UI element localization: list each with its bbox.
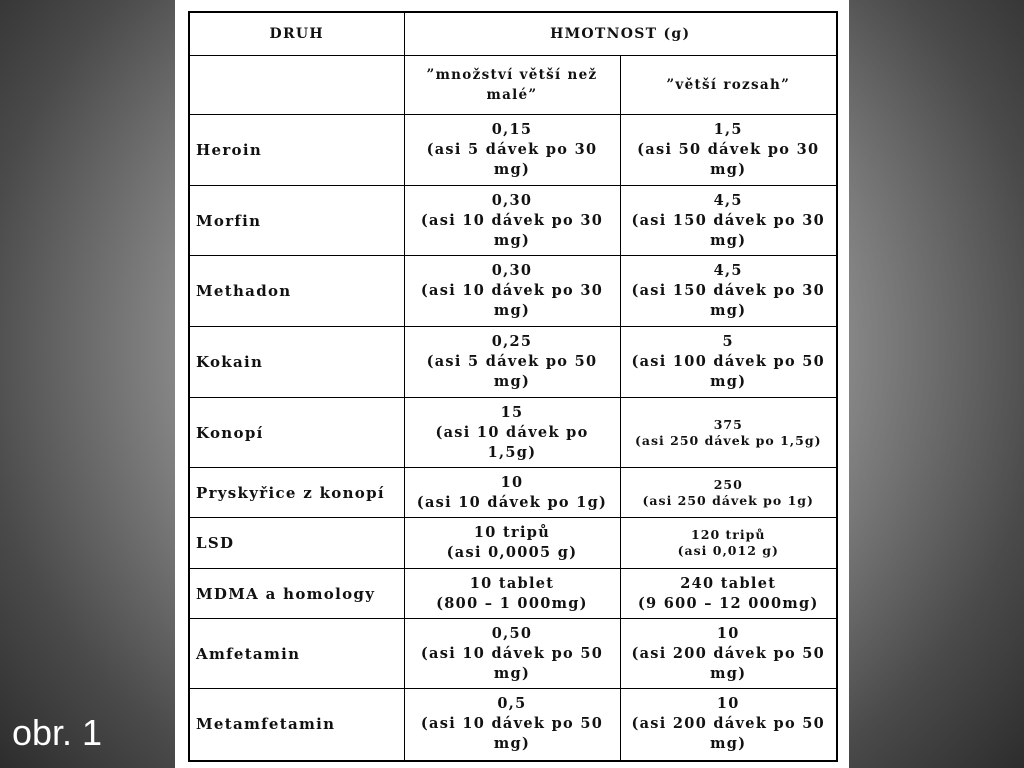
cell-line: mg) bbox=[493, 161, 531, 178]
header-druh: DRUH bbox=[189, 12, 404, 56]
large-scale-cell bbox=[620, 327, 837, 398]
small-amount-cell bbox=[404, 689, 620, 761]
cell-line: 5 bbox=[722, 333, 734, 350]
cell-line: 10 bbox=[716, 624, 740, 642]
drug-name: LSD bbox=[189, 518, 404, 569]
large-scale-cell bbox=[620, 256, 837, 327]
cell-line: (asi 10 dávek po 50 bbox=[420, 715, 604, 733]
small-amount-cell bbox=[404, 569, 620, 619]
small-amount-cell bbox=[404, 619, 620, 689]
table-row bbox=[189, 327, 837, 398]
cell-line: (asi 5 dávek po 50 bbox=[426, 353, 598, 370]
table-body bbox=[189, 115, 837, 761]
cell-line: 0,30 bbox=[491, 262, 533, 279]
small-amount-cell bbox=[404, 115, 620, 186]
drug-name: Amfetamin bbox=[189, 619, 404, 689]
subheader-small-line1: ”množství větší než bbox=[426, 67, 598, 83]
drug-name: Metamfetamin bbox=[189, 689, 404, 761]
small-amount-cell bbox=[404, 468, 620, 518]
subheader-large-scale: ”větší rozsah” bbox=[620, 56, 837, 115]
table-subheader-row bbox=[189, 56, 837, 115]
subheader-empty-cell bbox=[189, 56, 404, 115]
drug-name: Konopí bbox=[189, 398, 404, 468]
drug-name: Morfin bbox=[189, 186, 404, 256]
small-amount-cell bbox=[404, 398, 620, 468]
table-row bbox=[189, 689, 837, 761]
cell-line: (asi 5 dávek po 30 bbox=[426, 141, 598, 158]
cell-line: 4,5 bbox=[713, 262, 743, 279]
cell-line: 10 tablet bbox=[469, 574, 555, 592]
cell-line: mg) bbox=[710, 373, 747, 390]
cell-line: (asi 0,012 g) bbox=[677, 543, 779, 558]
cell-line: (asi 150 dávek po 30 bbox=[631, 282, 826, 299]
subheader-small-amount bbox=[404, 56, 620, 115]
cell-line: (asi 200 dávek po 50 bbox=[631, 715, 826, 733]
table-row bbox=[189, 518, 837, 569]
cell-line: (asi 10 dávek po 30 bbox=[420, 282, 604, 299]
table-row bbox=[189, 619, 837, 689]
cell-line: (asi 200 dávek po 50 bbox=[631, 644, 826, 662]
cell-line: 240 tablet bbox=[680, 574, 777, 592]
drug-name: Pryskyřice z konopí bbox=[189, 468, 404, 518]
table-header-row bbox=[189, 12, 837, 56]
drug-name: Heroin bbox=[189, 115, 404, 186]
small-amount-cell bbox=[404, 327, 620, 398]
table-row bbox=[189, 256, 837, 327]
small-amount-cell bbox=[404, 186, 620, 256]
cell-line: 10 tripů bbox=[473, 524, 551, 541]
cell-line: 250 bbox=[713, 476, 743, 492]
large-scale-cell bbox=[620, 398, 837, 468]
large-scale-cell bbox=[620, 518, 837, 569]
table-row bbox=[189, 468, 837, 518]
cell-line: mg) bbox=[710, 231, 747, 249]
cell-line: 375 bbox=[713, 416, 743, 432]
cell-line: (asi 50 dávek po 30 bbox=[637, 141, 820, 158]
cell-line: (asi 10 dávek po bbox=[435, 423, 589, 441]
large-scale-cell bbox=[620, 186, 837, 256]
cell-line: (asi 250 dávek po 1g) bbox=[642, 492, 814, 508]
cell-line: (asi 250 dávek po 1,5g) bbox=[635, 432, 822, 448]
cell-line: (asi 150 dávek po 30 bbox=[631, 211, 826, 229]
cell-line: 0,5 bbox=[497, 695, 527, 713]
cell-line: (asi 10 dávek po 1g) bbox=[416, 493, 608, 511]
table-row bbox=[189, 569, 837, 619]
large-scale-cell bbox=[620, 689, 837, 761]
cell-line: mg) bbox=[493, 302, 531, 319]
cell-line: mg) bbox=[710, 735, 747, 753]
cell-line: 10 bbox=[500, 473, 524, 491]
cell-line: 120 tripů bbox=[691, 527, 766, 542]
cell-line: mg) bbox=[493, 735, 531, 753]
cell-line: 1,5g) bbox=[487, 443, 537, 461]
cell-line: (asi 0,0005 g) bbox=[446, 544, 578, 561]
small-amount-cell bbox=[404, 256, 620, 327]
cell-line: 10 bbox=[716, 695, 740, 713]
cell-line: 1,5 bbox=[713, 121, 743, 138]
header-hmotnost: HMOTNOST (g) bbox=[404, 12, 837, 56]
cell-line: (800 – 1 000mg) bbox=[436, 594, 588, 612]
large-scale-cell bbox=[620, 569, 837, 619]
large-scale-cell bbox=[620, 468, 837, 518]
cell-line: 0,50 bbox=[491, 624, 533, 642]
drug-name: Methadon bbox=[189, 256, 404, 327]
cell-line: mg) bbox=[493, 664, 531, 682]
cell-line: 4,5 bbox=[713, 191, 743, 209]
cell-line: mg) bbox=[710, 664, 747, 682]
table-row bbox=[189, 115, 837, 186]
cell-line: 0,30 bbox=[491, 191, 533, 209]
cell-line: mg) bbox=[493, 373, 531, 390]
drug-name: Kokain bbox=[189, 327, 404, 398]
large-scale-cell bbox=[620, 619, 837, 689]
document-sheet bbox=[175, 0, 849, 768]
table-row bbox=[189, 186, 837, 256]
cell-line: 0,15 bbox=[491, 121, 533, 138]
cell-line: (asi 10 dávek po 50 bbox=[420, 644, 604, 662]
large-scale-cell bbox=[620, 115, 837, 186]
subheader-small-line2: malé” bbox=[486, 87, 538, 103]
drug-quantity-table bbox=[188, 11, 838, 762]
small-amount-cell bbox=[404, 518, 620, 569]
figure-caption: obr. 1 bbox=[12, 712, 103, 753]
table-row bbox=[189, 398, 837, 468]
cell-line: mg) bbox=[493, 231, 531, 249]
cell-line: mg) bbox=[710, 302, 747, 319]
cell-line: (asi 10 dávek po 30 bbox=[420, 211, 604, 229]
cell-line: (asi 100 dávek po 50 bbox=[631, 353, 826, 370]
cell-line: 0,25 bbox=[491, 333, 533, 350]
cell-line: 15 bbox=[500, 403, 524, 421]
drug-name: MDMA a homology bbox=[189, 569, 404, 619]
cell-line: (9 600 – 12 000mg) bbox=[637, 594, 819, 612]
cell-line: mg) bbox=[710, 161, 747, 178]
